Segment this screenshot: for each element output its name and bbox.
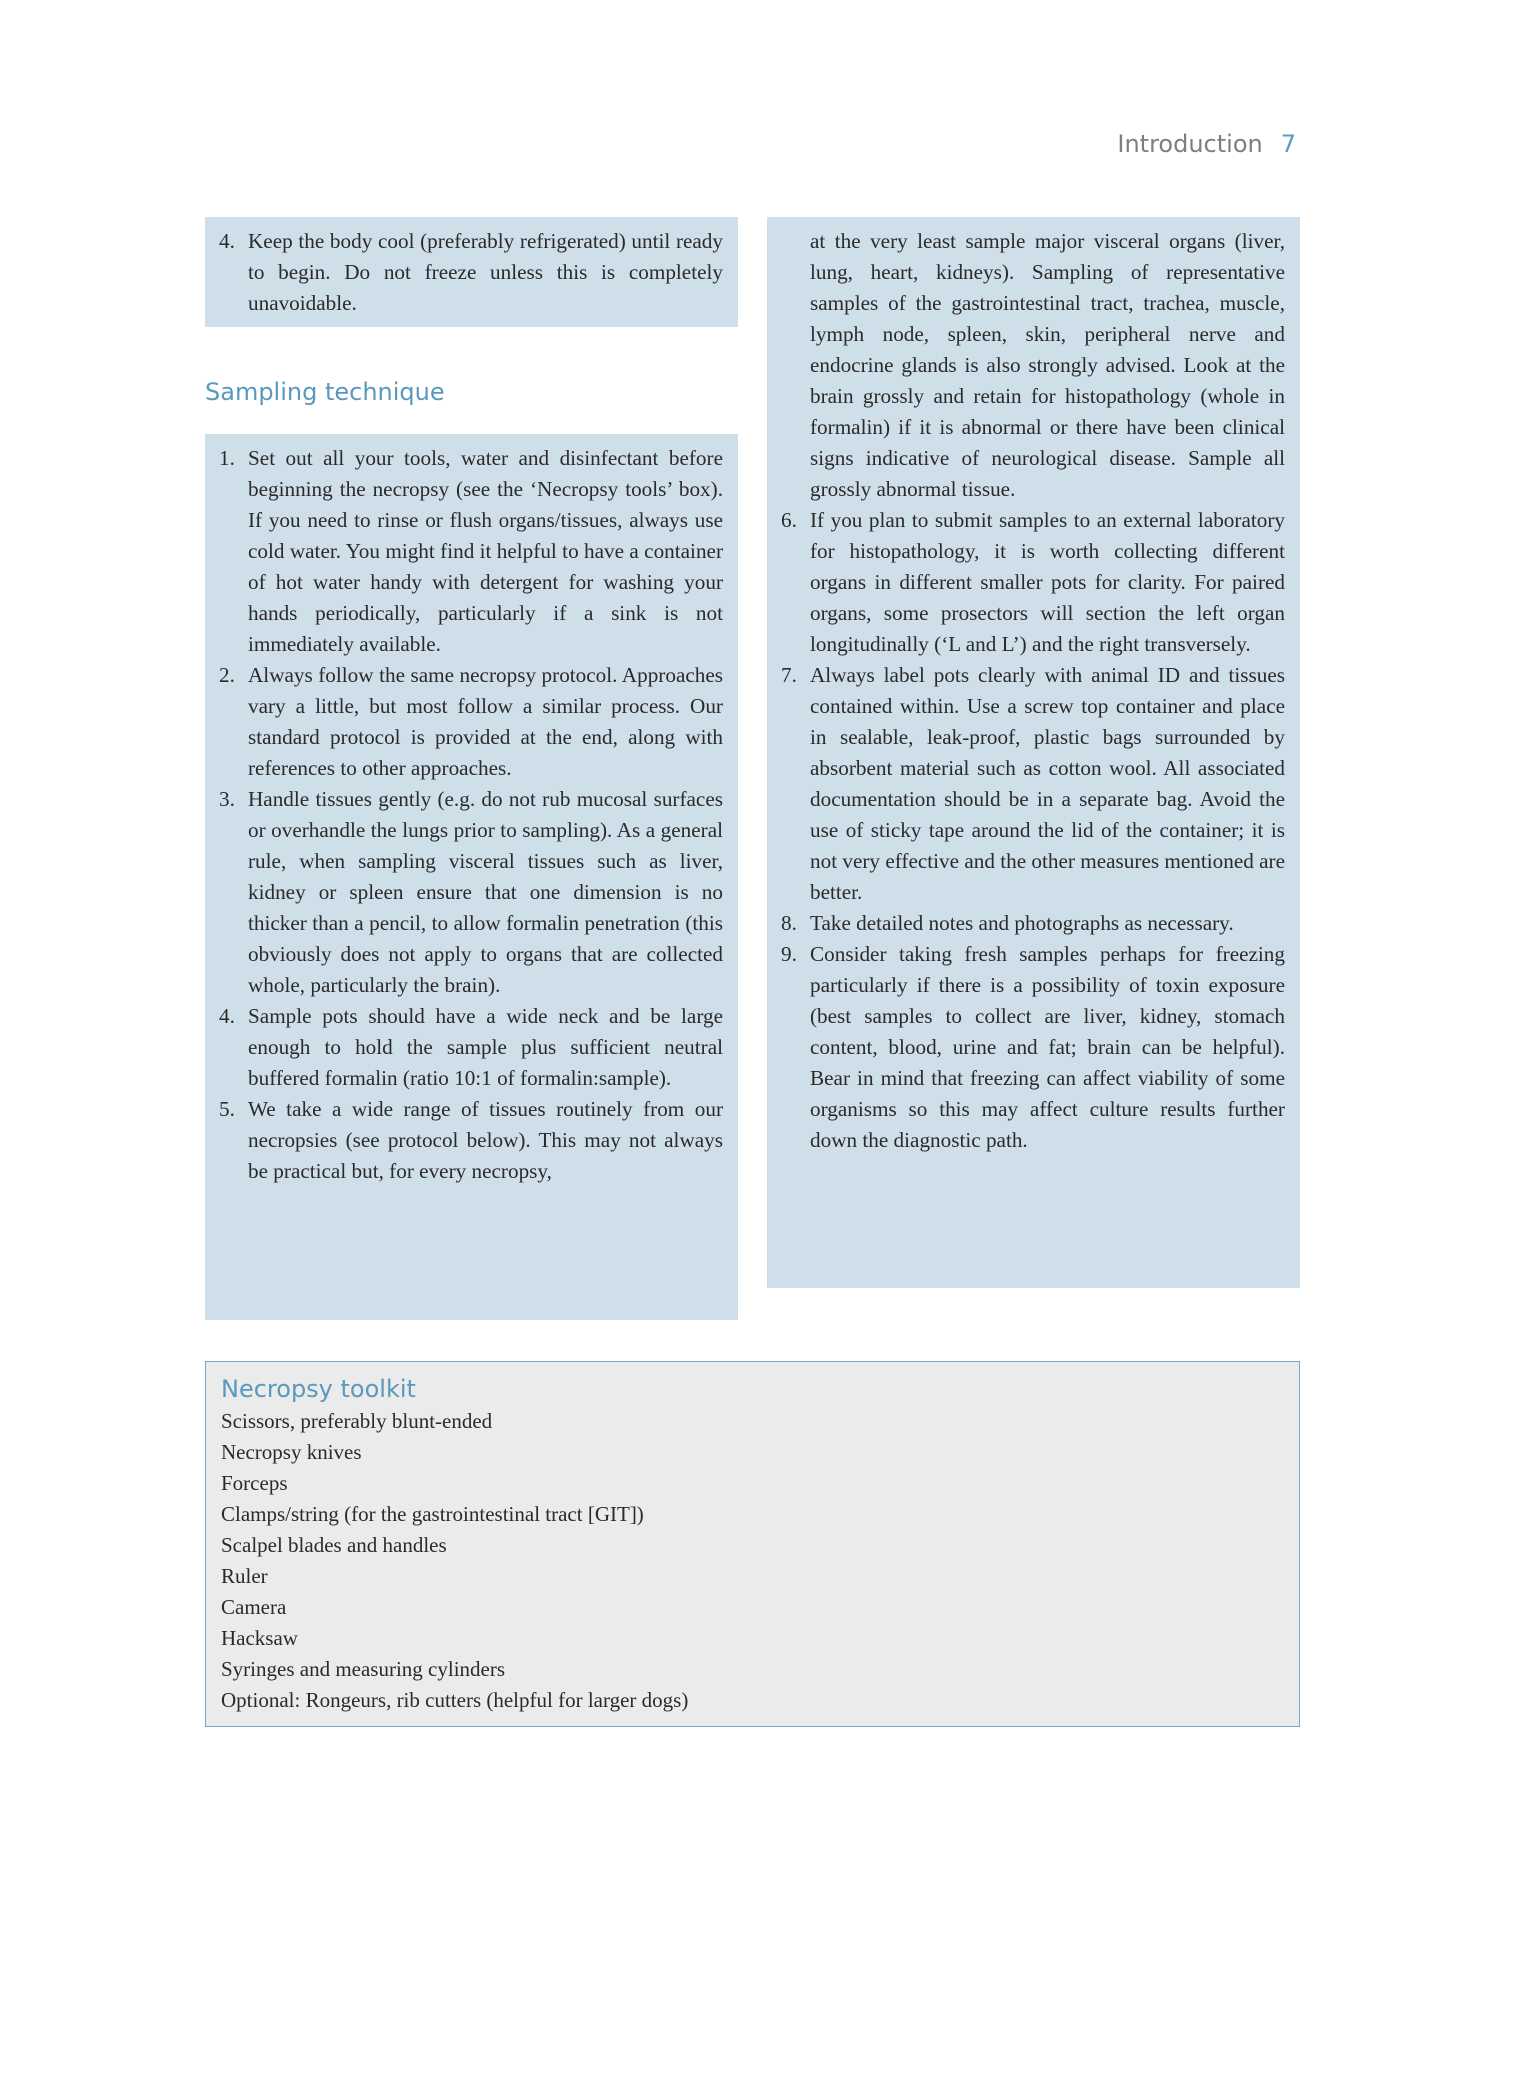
- item-text: We take a wide range of tissues routinely from our necropsies (see protocol below). This may not always be practical but, for every necropsy,: [248, 1097, 723, 1183]
- item-text: If you plan to submit samples to an external laboratory for histopathology, it is worth collecting different organs in different smaller pots for clarity. For paired organs, some prosectors will section the left organ longitudinally (‘L and L’) and the right transversely.: [810, 508, 1285, 656]
- list-item: [767, 505, 1285, 660]
- item-text: at the very least sample major visceral organs (liver, lung, heart, kidneys). Sampling of representative samples of the gastrointestinal tract, trachea, muscle, lymph node, spleen, skin, peripheral nerve and endocrine glands is also strongly advised. Look at the brain grossly and retain for histopathology (whole in formalin) if it is abnormal or there have been clinical signs indicative of neurological disease. Sample all grossly abnormal tissue.: [810, 229, 1285, 501]
- necropsy-toolkit-box: [205, 1361, 1300, 1727]
- item-number: 1.: [219, 446, 235, 470]
- item-text: Take detailed notes and photographs as necessary.: [810, 911, 1234, 935]
- list-item: [767, 939, 1285, 1156]
- list-item: [205, 1094, 723, 1187]
- sampling-list-box: [205, 434, 738, 1320]
- section-heading: Sampling technique: [205, 378, 445, 406]
- toolkit-item: Camera: [221, 1595, 287, 1619]
- toolkit-item: Scissors, preferably blunt-ended: [221, 1409, 493, 1433]
- toolkit-item: Clamps/string (for the gastrointestinal tract [GIT]): [221, 1502, 644, 1526]
- item-text: Always follow the same necropsy protocol. Approaches vary a little, but most follow a similar process. Our standard protocol is provided at the end, along with references to other approaches.: [248, 663, 723, 780]
- item-number: 7.: [781, 663, 797, 687]
- toolkit-item: Hacksaw: [221, 1626, 298, 1650]
- list-item: [205, 443, 723, 660]
- list-item: [205, 660, 723, 784]
- item-text: Keep the body cool (preferably refrigerated) until ready to begin. Do not freeze unless this is completely unavoidable.: [248, 229, 723, 315]
- item-number: 5.: [219, 1097, 235, 1121]
- list-item: [205, 226, 723, 319]
- list-item-continuation: [767, 226, 1285, 505]
- top-list-box: [205, 217, 738, 327]
- sampling-list-box-continued: [767, 217, 1300, 1288]
- item-text: Always label pots clearly with animal ID and tissues contained within. Use a screw top container and place in sealable, leak-proof, plastic bags surrounded by absorbent material such as cotton wool. All associated documentation should be in a separate bag. Avoid the use of sticky tape around the lid of the container; it is not very effective and the other measures mentioned are better.: [810, 663, 1285, 904]
- running-head: [1117, 130, 1296, 158]
- item-number: 2.: [219, 663, 235, 687]
- item-text: Handle tissues gently (e.g. do not rub mucosal surfaces or overhandle the lungs prior to sampling). As a general rule, when sampling visceral tissues such as liver, kidney or spleen ensure that one dimension is no thicker than a pencil, to allow formalin penetration (this obviously does not apply to organs that are collected whole, particularly the brain).: [248, 787, 723, 997]
- toolkit-item: Necropsy knives: [221, 1440, 362, 1464]
- toolkit-item: Optional: Rongeurs, rib cutters (helpful for larger dogs): [221, 1688, 689, 1712]
- toolkit-item: Ruler: [221, 1564, 268, 1588]
- item-number: 4.: [219, 229, 235, 253]
- toolkit-title: Necropsy toolkit: [221, 1375, 416, 1403]
- item-number: 4.: [219, 1004, 235, 1028]
- item-number: 6.: [781, 508, 797, 532]
- running-head-section: Introduction: [1117, 130, 1263, 158]
- toolkit-item: Forceps: [221, 1471, 288, 1495]
- item-text: Consider taking fresh samples perhaps for freezing particularly if there is a possibility of toxin exposure (best samples to collect are liver, kidney, stomach content, blood, urine and fat; brain can be helpful). Bear in mind that freezing can affect viability of some organisms so this may affect culture results further down the diagnostic path.: [810, 942, 1285, 1152]
- list-item: [205, 1001, 723, 1094]
- toolkit-item: Scalpel blades and handles: [221, 1533, 447, 1557]
- toolkit-item: Syringes and measuring cylinders: [221, 1657, 506, 1681]
- list-item: [205, 784, 723, 1001]
- list-item: [767, 660, 1285, 908]
- item-number: 8.: [781, 911, 797, 935]
- item-number: 9.: [781, 942, 797, 966]
- list-item: [767, 908, 1285, 939]
- page-number: 7: [1280, 130, 1296, 158]
- item-number: 3.: [219, 787, 235, 811]
- item-text: Sample pots should have a wide neck and be large enough to hold the sample plus sufficient neutral buffered formalin (ratio 10:1 of formalin:sample).: [248, 1004, 723, 1090]
- item-text: Set out all your tools, water and disinfectant before beginning the necropsy (see the ‘Necropsy tools’ box). If you need to rinse or flush organs/tissues, always use cold water. You might find it helpful to have a container of hot water handy with detergent for washing your hands periodically, particularly if a sink is not immediately available.: [248, 446, 723, 656]
